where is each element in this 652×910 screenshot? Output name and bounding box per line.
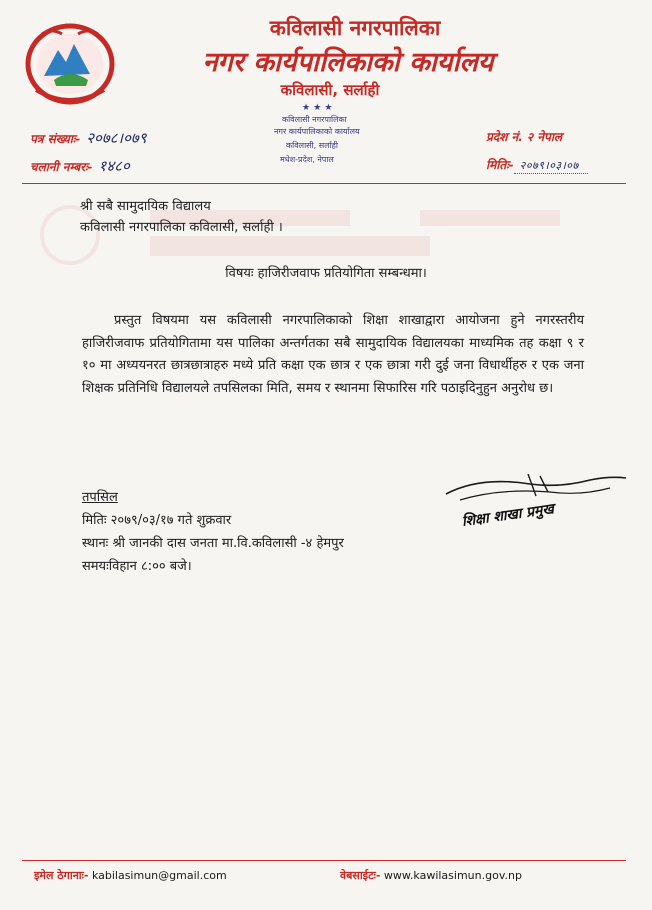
- recipient-address: [80, 196, 283, 238]
- miti-field: [486, 156, 588, 174]
- miti-label: मितिः-: [486, 158, 514, 172]
- nepal-emblem-logo: [22, 20, 118, 106]
- subject-line: विषयः हाजिरीजवाफ प्रतियोगिता सम्बन्धमा।: [225, 266, 427, 281]
- tapsil-title: तपसिल: [82, 490, 118, 505]
- patra-label: पत्र संख्याः-: [30, 132, 81, 146]
- tapsil-place: स्थानः श्री जानकी दास जनता मा.वि.कविलासी -४ हेमपुर: [82, 536, 344, 551]
- email-address[interactable]: kabilasimun@gmail.com: [91, 869, 227, 882]
- tapsil-date: मितिः २०७९/०३/१७ गते शुक्रवार: [82, 513, 232, 528]
- chalani-number: [30, 156, 130, 176]
- letter-body: प्रस्तुत विषयमा यस कविलासी नगरपालिकाको शिक्षा शाखाद्वारा आयोजना हुने नगरस्तरीय हाजिरीजवाफ प्रतियोगितामा यस पालिका अन्तर्गतका सबै सामुदायिक विद्यालयका माध्यमिक तह कक्षा ९ र १० मा अध्ययनरत छात्रछात्राहरु मध्ये प्रति कक्षा एक छात्र र एक छात्रा गरी दुई जना विधार्थीहरु र एक जना शिक्षक प्रतिनिधि विद्यालयले तपसिलका मिति, समय र स्थानमा सिफारिस गरि पठाइदिनुहुन अनुरोध छ।: [82, 313, 584, 396]
- tapsil-block: [82, 486, 344, 578]
- stamp-line4: मधेश-प्रदेश, नेपाल: [280, 155, 334, 164]
- footer-website: [340, 868, 522, 883]
- recipient-line1: श्री सबै सामुदायिक विद्यालय: [80, 199, 211, 214]
- svg-text:★ ★ ★: ★ ★ ★: [302, 103, 333, 113]
- stamp-line1: कविलासी नगरपालिका: [282, 115, 347, 124]
- stamp-line3: कविलासी, सर्लाही: [286, 141, 338, 150]
- email-label: इमेल ठेगानाः-: [34, 869, 89, 882]
- office-stamp: [262, 98, 392, 174]
- patra-sankhya: [30, 128, 147, 148]
- chalani-label: चलानी नम्बरः-: [30, 160, 93, 174]
- office-location: कविलासी, सर्लाही: [280, 81, 380, 99]
- header-divider: [22, 183, 626, 184]
- office-name: नगर कार्यपालिकाको कार्यालय: [202, 47, 494, 78]
- chalani-value: १४८०: [98, 157, 130, 175]
- recipient-line2: कविलासी नगरपालिका कविलासी, सर्लाही ।: [80, 220, 283, 235]
- pradesh-label: प्रदेश नं. २ नेपाल: [486, 130, 563, 144]
- website-url[interactable]: www.kawilasimun.gov.np: [383, 869, 522, 882]
- miti-value: २०७९।०३।०७: [519, 159, 579, 172]
- municipality-name: कविलासी नगरपालिका: [269, 16, 441, 40]
- patra-value: २०७८।०७९: [86, 129, 147, 147]
- stamp-line2: नगर कार्यपालिकाको कार्यालय: [274, 127, 360, 136]
- website-label: वेबसाईटः-: [340, 869, 381, 882]
- signatory-title: शिक्षा शाखा प्रमुख: [460, 501, 555, 530]
- footer-divider: [22, 860, 626, 861]
- footer-email: [34, 868, 227, 883]
- tapsil-time: समयःविहान ८:०० बजे।: [82, 559, 192, 574]
